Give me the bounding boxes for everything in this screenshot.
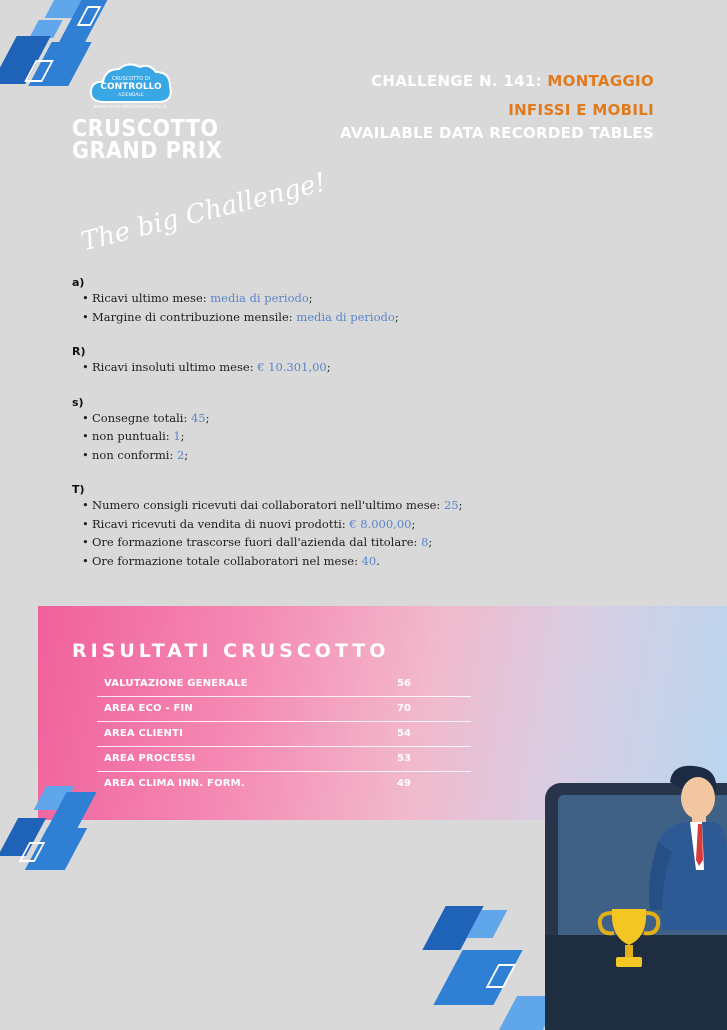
list-item: • Consegne totali: 45; [82,410,210,425]
section-a [72,276,672,326]
item-end: ; [308,291,313,305]
item-value: 1 [173,429,181,443]
challenge-subtitle: AVAILABLE DATA RECORDED TABLES [340,124,654,142]
row-value: 49 [397,778,411,789]
item-label: Ricavi ricevuti da vendita di nuovi prodotti: [92,516,350,531]
row-label: AREA ECO - FIN [104,703,193,714]
item-label: non puntuali: [92,429,174,443]
item-end: ; [458,498,463,512]
decorative-stripe [433,950,522,1005]
section-s [72,396,672,465]
table-row [97,747,471,772]
item-end: ; [394,309,399,324]
item-end: ; [205,410,210,425]
item-end: . [376,553,380,568]
section-t [72,483,672,570]
row-label: AREA CLIENTI [104,728,184,739]
section-head: s) [72,395,84,409]
list-item: • Margine di contribuzione mensile: media di periodo; [82,309,399,324]
row-label: AREA PROCESSI [104,753,196,764]
row-value: 56 [397,678,411,689]
row-value: 70 [397,703,411,714]
item-label: Consegne totali: [92,410,191,425]
item-value: 25 [443,498,459,512]
item-value: 45 [190,410,206,425]
cloud-logo-icon [86,58,176,110]
brand-tagline: The big Challenge! [78,167,329,258]
item-value: € 10.301,00 [257,360,327,374]
list-item: • Ricavi ultimo mese: media di periodo; [82,291,313,305]
row-value: 53 [397,753,411,764]
row-label: AREA CLIMA INN. FORM. [104,778,245,789]
list-item: • Ore formazione totale collaboratori nel mese: 40. [82,553,380,568]
tagline-script [72,158,329,258]
item-value: € 8.000,00 [349,516,412,531]
challenge-title [371,72,654,90]
list-item: • non conformi: 2; [82,447,189,462]
data-sections [72,276,672,589]
list-item: • Ricavi ricevuti da vendita di nuovi prodotti: € 8.000,00; [82,516,416,531]
item-label: Ore formazione totale collaboratori nel mese: [92,553,362,568]
results-table [97,672,471,796]
list-item: • Ore formazione trascorse fuori dall'azienda dal titolare: 8; [82,535,433,549]
challenge-title-line1: MONTAGGIO [547,72,654,90]
list-item: • Ricavi insoluti ultimo mese: € 10.301,00; [82,360,331,374]
item-end: ; [428,535,433,549]
challenge-title-line2: INFISSI E MOBILI [508,101,654,119]
row-label: VALUTAZIONE GENERALE [104,678,248,689]
logo-line3: AZIENDALE [118,93,144,98]
logo-line1: CRUSCOTTO DI [111,76,151,82]
section-head: a) [72,276,85,289]
brand-line2: GRAND PRIX [72,138,223,164]
table-row [97,672,471,697]
item-end: ; [184,447,189,462]
logo-line2: CONTROLLO [100,82,162,92]
item-end: ; [411,516,416,531]
item-value: 8 [421,535,429,549]
list-item: • non puntuali: 1; [82,429,185,443]
table-row [97,697,471,722]
results-title: RISULTATI CRUSCOTTO [72,640,390,662]
section-head: T) [72,483,85,496]
trophy-icon [594,903,664,978]
row-value: 54 [397,728,411,739]
item-label: Ore formazione trascorse fuori dall'azienda dal titolare: [92,535,422,549]
item-label: non conformi: [92,447,177,462]
section-head: R) [72,345,86,358]
item-value: media di periodo [210,291,309,305]
challenge-prefix: CHALLENGE N. 141: [371,72,542,90]
item-end: ; [180,429,185,443]
list-item: • Numero consigli ricevuti dai collaboratori nell'ultimo mese: 25; [82,498,463,512]
item-label: Ricavi insoluti ultimo mese: [92,360,258,374]
item-value: 40 [361,553,377,568]
brand-title [72,118,222,162]
item-label: Numero consigli ricevuti dai collaboratori nell'ultimo mese: [92,498,444,512]
item-label: Ricavi ultimo mese: [92,291,211,305]
logo-url: www.cruscottodicontrollo.it [93,104,167,110]
item-label: Margine di contribuzione mensile: [92,309,297,324]
item-value: 2 [176,447,185,462]
brand-line1: CRUSCOTTO [72,116,219,142]
section-r [72,345,672,377]
table-row [97,772,471,796]
item-value: media di periodo [296,309,395,324]
item-end: ; [326,360,331,374]
table-row [97,722,471,747]
